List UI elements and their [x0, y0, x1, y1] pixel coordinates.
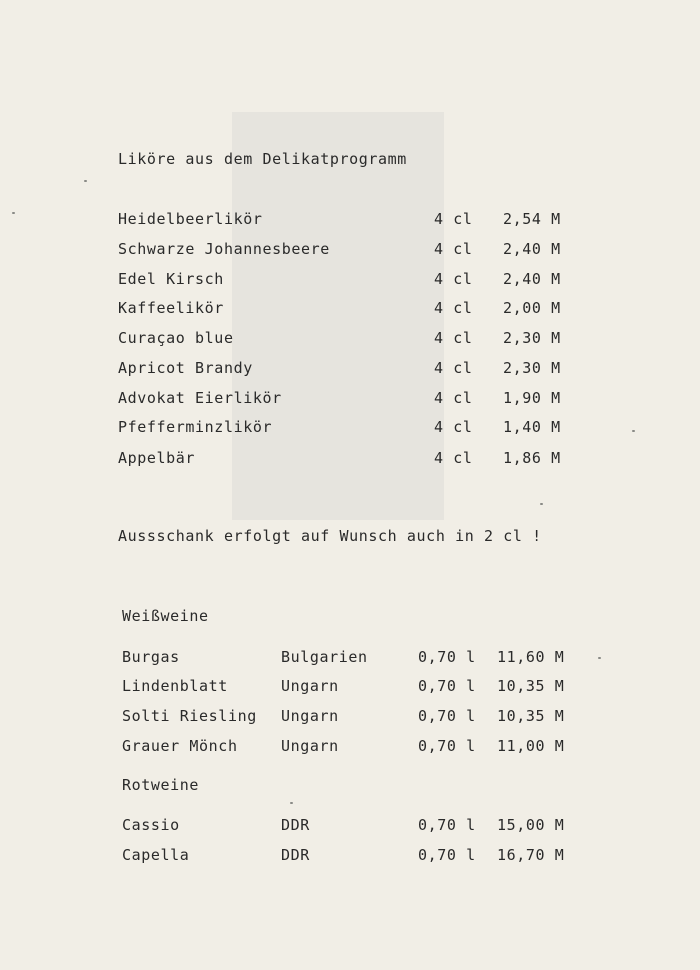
wine-origin: Ungarn [281, 707, 339, 725]
wine-name: Cassio [122, 816, 180, 834]
liqueur-price: 2,30 M [503, 329, 561, 347]
wine-price: 11,60 M [497, 648, 565, 666]
paper-speck [84, 180, 87, 182]
liqueur-price: 2,30 M [503, 359, 561, 377]
serving-note: Aussschank erfolgt auf Wunsch auch in 2 cl ! [118, 527, 542, 545]
liqueur-price: 1,40 M [503, 418, 561, 436]
liqueur-price: 2,40 M [503, 240, 561, 258]
paper-shading [232, 112, 444, 520]
wine-name: Grauer Mönch [122, 737, 238, 755]
paper-speck [540, 503, 543, 505]
liqueur-name: Edel Kirsch [118, 270, 224, 288]
wine-origin: DDR [281, 816, 310, 834]
liqueur-name: Apricot Brandy [118, 359, 253, 377]
wine-name: Solti Riesling [122, 707, 257, 725]
wine-volume: 0,70 l [418, 648, 476, 666]
red-wines-heading: Rotweine [122, 776, 200, 794]
wine-origin: Ungarn [281, 677, 339, 695]
wine-volume: 0,70 l [418, 677, 476, 695]
liqueur-price: 2,40 M [503, 270, 561, 288]
wine-volume: 0,70 l [418, 846, 476, 864]
liqueur-volume: 4 cl [434, 299, 473, 317]
liqueur-volume: 4 cl [434, 389, 473, 407]
wine-origin: Ungarn [281, 737, 339, 755]
paper-speck [12, 212, 15, 214]
liqueur-volume: 4 cl [434, 359, 473, 377]
liqueurs-heading: Liköre aus dem Delikatprogramm [118, 150, 407, 168]
wine-name: Lindenblatt [122, 677, 228, 695]
wine-price: 11,00 M [497, 737, 565, 755]
liqueur-volume: 4 cl [434, 270, 473, 288]
wine-origin: DDR [281, 846, 310, 864]
wine-price: 16,70 M [497, 846, 565, 864]
liqueur-name: Kaffeelikör [118, 299, 224, 317]
wine-volume: 0,70 l [418, 707, 476, 725]
wine-name: Burgas [122, 648, 180, 666]
liqueur-volume: 4 cl [434, 329, 473, 347]
paper-speck [598, 657, 601, 659]
wine-price: 15,00 M [497, 816, 565, 834]
liqueur-price: 2,00 M [503, 299, 561, 317]
wine-volume: 0,70 l [418, 737, 476, 755]
liqueur-price: 1,86 M [503, 449, 561, 467]
wine-price: 10,35 M [497, 677, 565, 695]
liqueur-name: Pfefferminzlikör [118, 418, 273, 436]
liqueur-name: Appelbär [118, 449, 196, 467]
liqueur-price: 2,54 M [503, 210, 561, 228]
liqueur-volume: 4 cl [434, 418, 473, 436]
wine-volume: 0,70 l [418, 816, 476, 834]
liqueur-volume: 4 cl [434, 210, 473, 228]
liqueur-name: Heidelbeerlikör [118, 210, 263, 228]
liqueur-volume: 4 cl [434, 449, 473, 467]
wine-origin: Bulgarien [281, 648, 368, 666]
liqueur-price: 1,90 M [503, 389, 561, 407]
white-wines-heading: Weißweine [122, 607, 209, 625]
paper-speck [290, 802, 293, 804]
liqueur-name: Curaçao blue [118, 329, 234, 347]
paper-speck [632, 430, 635, 432]
liqueur-name: Schwarze Johannesbeere [118, 240, 330, 258]
liqueur-volume: 4 cl [434, 240, 473, 258]
wine-price: 10,35 M [497, 707, 565, 725]
wine-name: Capella [122, 846, 190, 864]
liqueur-name: Advokat Eierlikör [118, 389, 282, 407]
